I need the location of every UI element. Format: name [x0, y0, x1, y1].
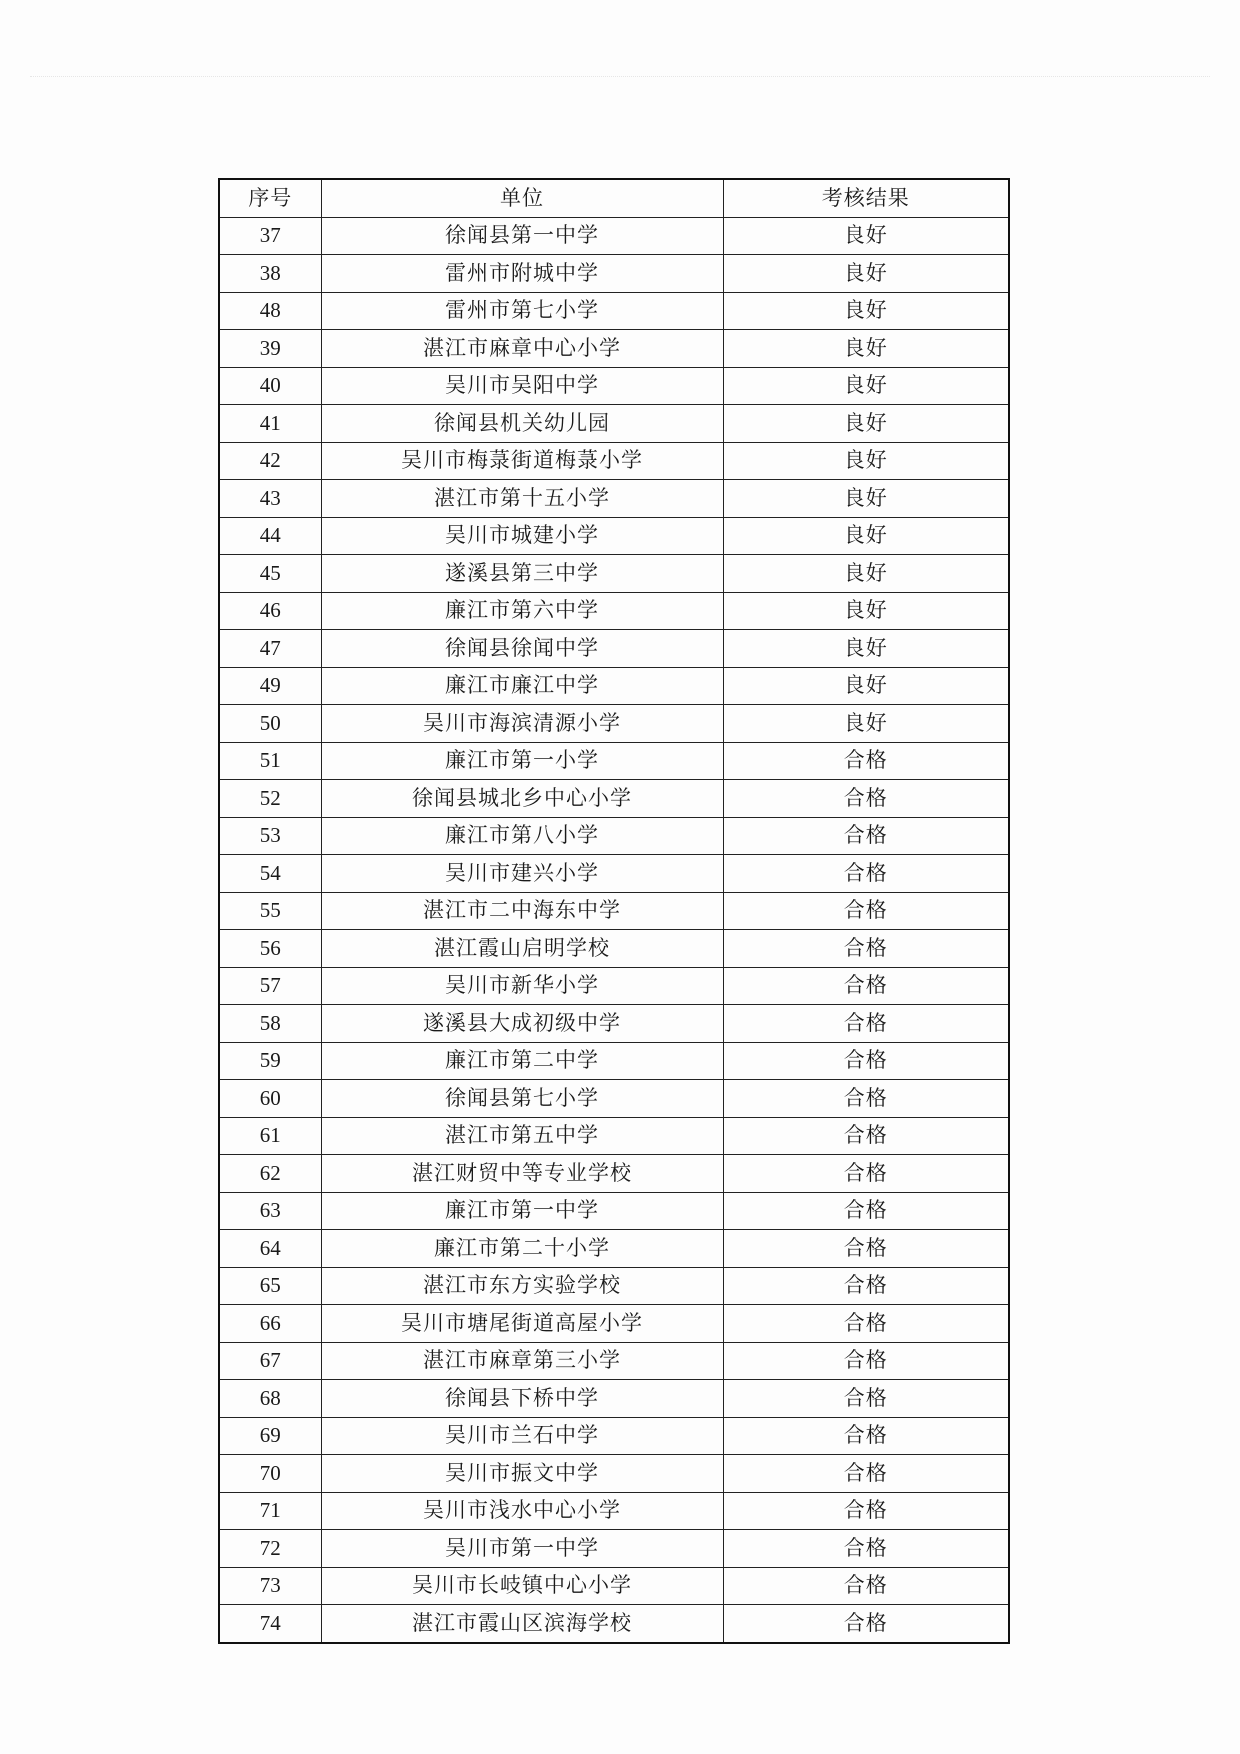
- unit-name-cell: 吴川市新华小学: [321, 967, 723, 1005]
- unit-name-cell: 吴川市吴阳中学: [321, 367, 723, 405]
- unit-name-cell: 吴川市长岐镇中心小学: [321, 1567, 723, 1605]
- table-row: [219, 1155, 1009, 1193]
- unit-name-cell: 廉江市第二中学: [321, 1042, 723, 1080]
- unit-name-cell: 廉江市第一小学: [321, 742, 723, 780]
- table-row: [219, 555, 1009, 593]
- row-number-cell: 60: [219, 1080, 321, 1118]
- row-number-cell: 56: [219, 930, 321, 968]
- unit-name-cell: 廉江市廉江中学: [321, 667, 723, 705]
- result-cell: 合格: [723, 1192, 1009, 1230]
- unit-name-cell: 湛江市麻章第三小学: [321, 1342, 723, 1380]
- scan-artifact-line: [30, 76, 1210, 77]
- result-cell: 合格: [723, 1230, 1009, 1268]
- row-number-cell: 53: [219, 817, 321, 855]
- unit-name-cell: 湛江市东方实验学校: [321, 1267, 723, 1305]
- row-number-cell: 48: [219, 292, 321, 330]
- result-cell: 良好: [723, 667, 1009, 705]
- result-cell: 合格: [723, 1305, 1009, 1343]
- result-cell: 合格: [723, 1005, 1009, 1043]
- result-cell: 合格: [723, 1530, 1009, 1568]
- row-number-cell: 64: [219, 1230, 321, 1268]
- unit-name-cell: 徐闻县下桥中学: [321, 1380, 723, 1418]
- unit-name-cell: 雷州市第七小学: [321, 292, 723, 330]
- result-cell: 合格: [723, 780, 1009, 818]
- unit-name-cell: 吴川市浅水中心小学: [321, 1492, 723, 1530]
- result-cell: 合格: [723, 1417, 1009, 1455]
- row-number-cell: 51: [219, 742, 321, 780]
- result-cell: 合格: [723, 892, 1009, 930]
- unit-name-cell: 吴川市振文中学: [321, 1455, 723, 1493]
- row-number-cell: 49: [219, 667, 321, 705]
- row-number-cell: 72: [219, 1530, 321, 1568]
- header-row: [219, 179, 1009, 217]
- header-unit: 单位: [321, 179, 723, 217]
- row-number-cell: 52: [219, 780, 321, 818]
- table-row: [219, 1230, 1009, 1268]
- header-result: 考核结果: [723, 179, 1009, 217]
- table-row: [219, 630, 1009, 668]
- result-cell: 合格: [723, 855, 1009, 893]
- result-cell: 合格: [723, 1155, 1009, 1193]
- result-cell: 良好: [723, 367, 1009, 405]
- table-row: [219, 930, 1009, 968]
- row-number-cell: 69: [219, 1417, 321, 1455]
- header-no: 序号: [219, 179, 321, 217]
- table-row: [219, 780, 1009, 818]
- result-cell: 良好: [723, 630, 1009, 668]
- result-cell: 良好: [723, 592, 1009, 630]
- result-cell: 合格: [723, 1455, 1009, 1493]
- table-row: [219, 480, 1009, 518]
- result-cell: 良好: [723, 555, 1009, 593]
- row-number-cell: 57: [219, 967, 321, 1005]
- row-number-cell: 54: [219, 855, 321, 893]
- row-number-cell: 58: [219, 1005, 321, 1043]
- unit-name-cell: 廉江市第六中学: [321, 592, 723, 630]
- table-row: [219, 1342, 1009, 1380]
- unit-name-cell: 吴川市塘尾街道高屋小学: [321, 1305, 723, 1343]
- table-row: [219, 1080, 1009, 1118]
- unit-name-cell: 廉江市第八小学: [321, 817, 723, 855]
- unit-name-cell: 廉江市第二十小学: [321, 1230, 723, 1268]
- result-cell: 良好: [723, 442, 1009, 480]
- unit-name-cell: 吴川市海滨清源小学: [321, 705, 723, 743]
- result-cell: 合格: [723, 1605, 1009, 1643]
- result-cell: 合格: [723, 1567, 1009, 1605]
- result-cell: 良好: [723, 255, 1009, 293]
- table-row: [219, 405, 1009, 443]
- result-cell: 良好: [723, 330, 1009, 368]
- result-cell: 合格: [723, 1117, 1009, 1155]
- row-number-cell: 74: [219, 1605, 321, 1643]
- table-row: [219, 667, 1009, 705]
- result-cell: 合格: [723, 742, 1009, 780]
- result-cell: 合格: [723, 930, 1009, 968]
- table-row: [219, 1267, 1009, 1305]
- row-number-cell: 67: [219, 1342, 321, 1380]
- result-cell: 良好: [723, 705, 1009, 743]
- unit-name-cell: 湛江市第十五小学: [321, 480, 723, 518]
- unit-name-cell: 湛江霞山启明学校: [321, 930, 723, 968]
- table-row: [219, 330, 1009, 368]
- table-row: [219, 217, 1009, 255]
- row-number-cell: 45: [219, 555, 321, 593]
- table-row: [219, 1305, 1009, 1343]
- table-row: [219, 1605, 1009, 1643]
- row-number-cell: 73: [219, 1567, 321, 1605]
- table-row: [219, 855, 1009, 893]
- result-cell: 合格: [723, 817, 1009, 855]
- unit-name-cell: 湛江市第五中学: [321, 1117, 723, 1155]
- row-number-cell: 71: [219, 1492, 321, 1530]
- unit-name-cell: 徐闻县第七小学: [321, 1080, 723, 1118]
- unit-name-cell: 湛江市霞山区滨海学校: [321, 1605, 723, 1643]
- row-number-cell: 55: [219, 892, 321, 930]
- unit-name-cell: 遂溪县大成初级中学: [321, 1005, 723, 1043]
- table-row: [219, 1417, 1009, 1455]
- table-row: [219, 292, 1009, 330]
- table-row: [219, 1042, 1009, 1080]
- result-cell: 合格: [723, 1267, 1009, 1305]
- unit-name-cell: 吴川市城建小学: [321, 517, 723, 555]
- unit-name-cell: 湛江财贸中等专业学校: [321, 1155, 723, 1193]
- result-cell: 良好: [723, 480, 1009, 518]
- unit-name-cell: 吴川市建兴小学: [321, 855, 723, 893]
- row-number-cell: 66: [219, 1305, 321, 1343]
- table-row: [219, 892, 1009, 930]
- table-row: [219, 1117, 1009, 1155]
- row-number-cell: 39: [219, 330, 321, 368]
- row-number-cell: 59: [219, 1042, 321, 1080]
- result-cell: 良好: [723, 517, 1009, 555]
- table-row: [219, 255, 1009, 293]
- table-row: [219, 1455, 1009, 1493]
- row-number-cell: 62: [219, 1155, 321, 1193]
- row-number-cell: 40: [219, 367, 321, 405]
- table-row: [219, 592, 1009, 630]
- unit-name-cell: 徐闻县第一中学: [321, 217, 723, 255]
- row-number-cell: 42: [219, 442, 321, 480]
- row-number-cell: 50: [219, 705, 321, 743]
- row-number-cell: 38: [219, 255, 321, 293]
- unit-name-cell: 遂溪县第三中学: [321, 555, 723, 593]
- result-cell: 合格: [723, 967, 1009, 1005]
- table-row: [219, 1530, 1009, 1568]
- unit-name-cell: 徐闻县徐闻中学: [321, 630, 723, 668]
- row-number-cell: 47: [219, 630, 321, 668]
- table-row: [219, 1005, 1009, 1043]
- table-row: [219, 742, 1009, 780]
- unit-name-cell: 吴川市第一中学: [321, 1530, 723, 1568]
- table-row: [219, 1192, 1009, 1230]
- table-row: [219, 442, 1009, 480]
- table-row: [219, 1380, 1009, 1418]
- result-cell: 合格: [723, 1042, 1009, 1080]
- table-row: [219, 517, 1009, 555]
- table-row: [219, 1567, 1009, 1605]
- unit-name-cell: 湛江市二中海东中学: [321, 892, 723, 930]
- row-number-cell: 68: [219, 1380, 321, 1418]
- table-body: [219, 217, 1009, 1643]
- unit-name-cell: 湛江市麻章中心小学: [321, 330, 723, 368]
- result-cell: 合格: [723, 1080, 1009, 1118]
- result-cell: 良好: [723, 292, 1009, 330]
- row-number-cell: 41: [219, 405, 321, 443]
- table-row: [219, 1492, 1009, 1530]
- row-number-cell: 37: [219, 217, 321, 255]
- result-cell: 合格: [723, 1342, 1009, 1380]
- row-number-cell: 46: [219, 592, 321, 630]
- table-row: [219, 367, 1009, 405]
- result-cell: 合格: [723, 1380, 1009, 1418]
- unit-name-cell: 徐闻县机关幼儿园: [321, 405, 723, 443]
- row-number-cell: 63: [219, 1192, 321, 1230]
- table-row: [219, 705, 1009, 743]
- unit-name-cell: 雷州市附城中学: [321, 255, 723, 293]
- unit-name-cell: 吴川市兰石中学: [321, 1417, 723, 1455]
- row-number-cell: 44: [219, 517, 321, 555]
- table-row: [219, 967, 1009, 1005]
- result-cell: 合格: [723, 1492, 1009, 1530]
- result-cell: 良好: [723, 405, 1009, 443]
- row-number-cell: 70: [219, 1455, 321, 1493]
- row-number-cell: 43: [219, 480, 321, 518]
- unit-name-cell: 廉江市第一中学: [321, 1192, 723, 1230]
- table-header: [219, 179, 1009, 217]
- table-row: [219, 817, 1009, 855]
- row-number-cell: 61: [219, 1117, 321, 1155]
- row-number-cell: 65: [219, 1267, 321, 1305]
- result-cell: 良好: [723, 217, 1009, 255]
- unit-name-cell: 徐闻县城北乡中心小学: [321, 780, 723, 818]
- assessment-results-table: [218, 178, 1010, 1644]
- unit-name-cell: 吴川市梅菉街道梅菉小学: [321, 442, 723, 480]
